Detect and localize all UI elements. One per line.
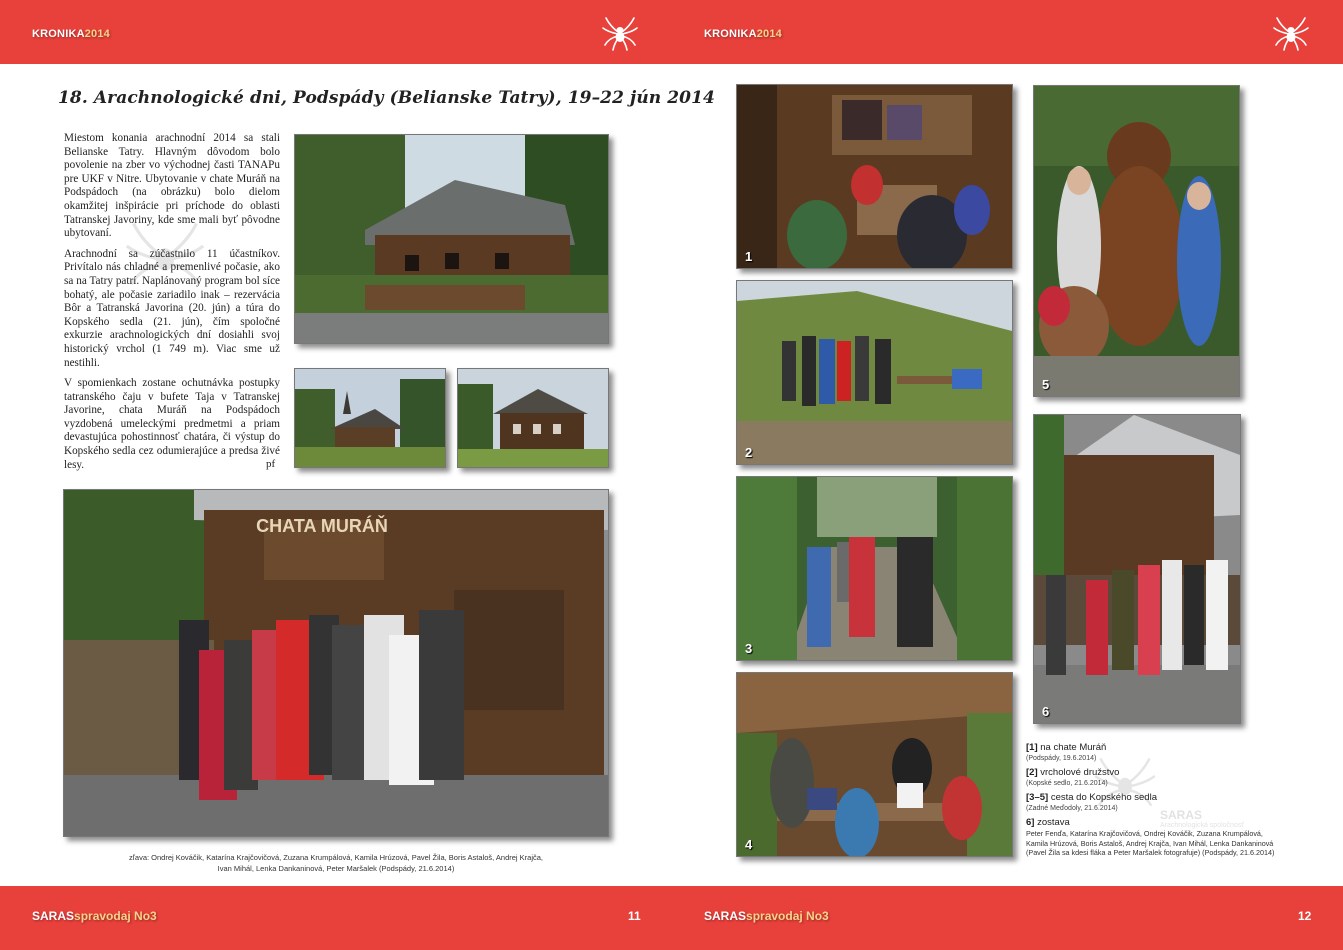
group-photo-muran bbox=[63, 489, 609, 837]
photo-number: 5 bbox=[1042, 377, 1050, 392]
photo-number: 3 bbox=[745, 641, 753, 656]
photo-1-interior bbox=[736, 84, 1013, 269]
wooden-church-photo bbox=[294, 368, 446, 468]
paragraph: Miestom konania arachnodní 2014 sa stali Belianske Tatry. Hlavným dôvodom bolo povolenie na zber vo východnej časti TANAPu pre UKF v Nitre. Ubytovanie v chate Muráň na Podspádoch (na obrázku) bolo dielom okamžitej inšpirácie pri príchode do oblasti Tatranskej Javoriny, kde sme mali byť pôvodne ubytovaní. bbox=[64, 132, 280, 240]
chalet-photo bbox=[294, 134, 609, 344]
caption-1: [1] na chate Muráň (Podspády, 19.6.2014) bbox=[1026, 742, 1107, 762]
photo-captions bbox=[1026, 742, 1286, 862]
page-number-right: 12 bbox=[1298, 909, 1312, 923]
paragraph: V spomienkach zostane ochutnávka postupky tatranského čaju v bufete Taja v Tatranskej Javorine, chata Muráň na Podspádoch vyzdobená umeleckými predmetmi a priam devastujúca pohostinnosť chatára, či výstup do Kopského sedla cez odumierajúce a predsa živé lesy. bbox=[64, 377, 280, 471]
photo-number: 4 bbox=[745, 837, 753, 852]
footer-left-label: SARASspravodaj No3 bbox=[32, 909, 157, 923]
article-body bbox=[64, 132, 280, 479]
footer-right-label: SARASspravodaj No3 bbox=[704, 909, 829, 923]
article-title: 18. Arachnologické dni, Podspády (Belianske Tatry), 19–22 jún 2014 bbox=[58, 88, 715, 108]
caption-2: [2] vrcholové družstvo (Kopské sedlo, 21.6.2014) bbox=[1026, 767, 1120, 787]
photo-number: 1 bbox=[745, 249, 753, 264]
header-band bbox=[0, 0, 1343, 64]
timber-chalet-photo bbox=[457, 368, 609, 468]
caption-6: 6] zostava Peter Fenďa, Katarína Krajčovičová, Ondrej Kováčik, Zuzana Krumpálová, Kamila Hrúzová, Boris Astaloš, Andrej Krajča, Ivan Mihál, Lenka Dankaninová (Pavel Žila sa kdesi fláka a Peter Maršalek fotografuje) (Podspády, 21.6.2014) bbox=[1026, 817, 1275, 857]
photo-5-bear-statue bbox=[1033, 85, 1240, 397]
spider-logo-icon bbox=[600, 12, 640, 52]
paragraph: Arachnodní sa zúčastnilo 11 účastníkov. Privítalo nás chladné a premenlivé počasie, ako sa na Tatry patrí. Naplánovaný program bol síce bohatý, ale počasie zariadilo inak – rezervácia Bôr a Tatranská Javorina (20. jún) a túra do Kopského sedla (21. jún), čím spoločné exkurzie arachnologických dní dosiahli svoj historický vrchol (1 749 m). Viac sme už nestihli. bbox=[64, 247, 280, 369]
photo-3-forest-trail bbox=[736, 476, 1013, 661]
photo-number: 6 bbox=[1042, 704, 1050, 719]
photo-number: 2 bbox=[745, 445, 753, 460]
page-number-left: 11 bbox=[628, 909, 641, 923]
photo-4-shelter bbox=[736, 672, 1013, 857]
photo-2-summit bbox=[736, 280, 1013, 465]
group-photo-caption: zľava: Ondrej Kováčik, Katarína Krajčovičová, Zuzana Krumpálová, Kamila Hrúzová, Pavel Žila, Boris Astaloš, Andrej Krajča, Ivan Mihál, Lenka Dankaninová, Peter Maršalek (Podspády, 21.6.2014) bbox=[128, 853, 544, 873]
footer-band bbox=[0, 886, 1343, 950]
chata-sign: CHATA MURÁŇ bbox=[256, 516, 388, 536]
header-right-label: KRONIKA2014 bbox=[704, 28, 783, 40]
caption-3-5: [3–5] cesta do Kopského sedla (Zadné Meďodoly, 21.6.2014) bbox=[1026, 792, 1157, 812]
author-signature: pf bbox=[266, 458, 276, 470]
saras-watermark: SARAS Arachnologická spoločnosť bbox=[1160, 808, 1244, 829]
photo-6-group-chalet bbox=[1033, 414, 1241, 724]
header-left-label: KRONIKA2014 bbox=[32, 28, 111, 40]
spider-logo-icon bbox=[1271, 12, 1311, 52]
